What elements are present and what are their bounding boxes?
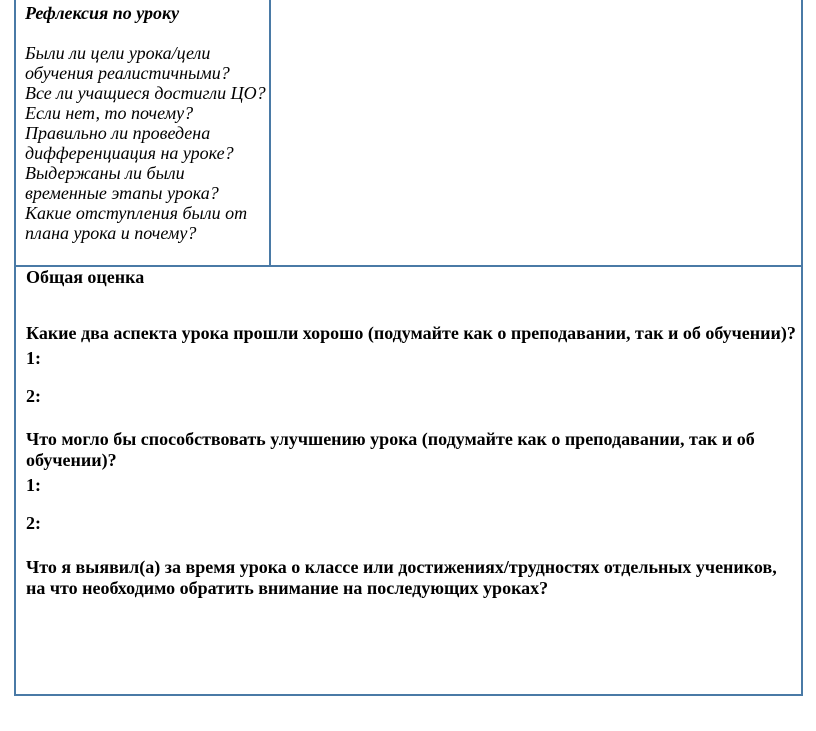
improve-item-1: 1: [26,475,41,495]
went-well-item-2: 2: [26,386,41,406]
reflection-question-goals: Были ли цели урока/цели обучения реалистичными? [25,43,230,83]
improve-item-2: 2: [26,513,41,533]
went-well-item-1: 1: [26,348,41,368]
question-learned: Что я выявил(а) за время урока о классе или достижениях/трудностях отдельных учеников, на что необходимо обратить внимание на последующих уроках? [26,557,777,598]
reflection-heading: Рефлексия по уроку [25,3,180,23]
overall-evaluation [26,267,796,599]
reflection-question-why-not: Если нет, то почему? [25,103,194,123]
reflection-row [16,0,801,267]
reflection-answer-cell[interactable] [271,0,801,265]
question-improve: Что могло бы способствовать улучшению урока (подумайте как о преподавании, так и об обучении)? [26,429,755,470]
reflection-question-achieved: Все ли учащиеся достигли ЦО? [25,83,266,103]
reflection-questions-cell [16,0,271,265]
reflection-question-differentiation: Правильно ли проведена дифференциация на уроке? [25,123,234,163]
question-went-well: Какие два аспекта урока прошли хорошо (подумайте как о преподавании, так и об обучении)? [26,323,796,343]
reflection-questions [25,3,269,243]
reflection-question-deviations: Какие отступления были от плана урока и почему? [25,203,248,243]
lesson-reflection-table [14,0,803,696]
overall-evaluation-cell [16,267,801,694]
evaluation-heading: Общая оценка [26,267,145,287]
reflection-question-timing: Выдержаны ли были временные этапы урока? [25,163,219,203]
